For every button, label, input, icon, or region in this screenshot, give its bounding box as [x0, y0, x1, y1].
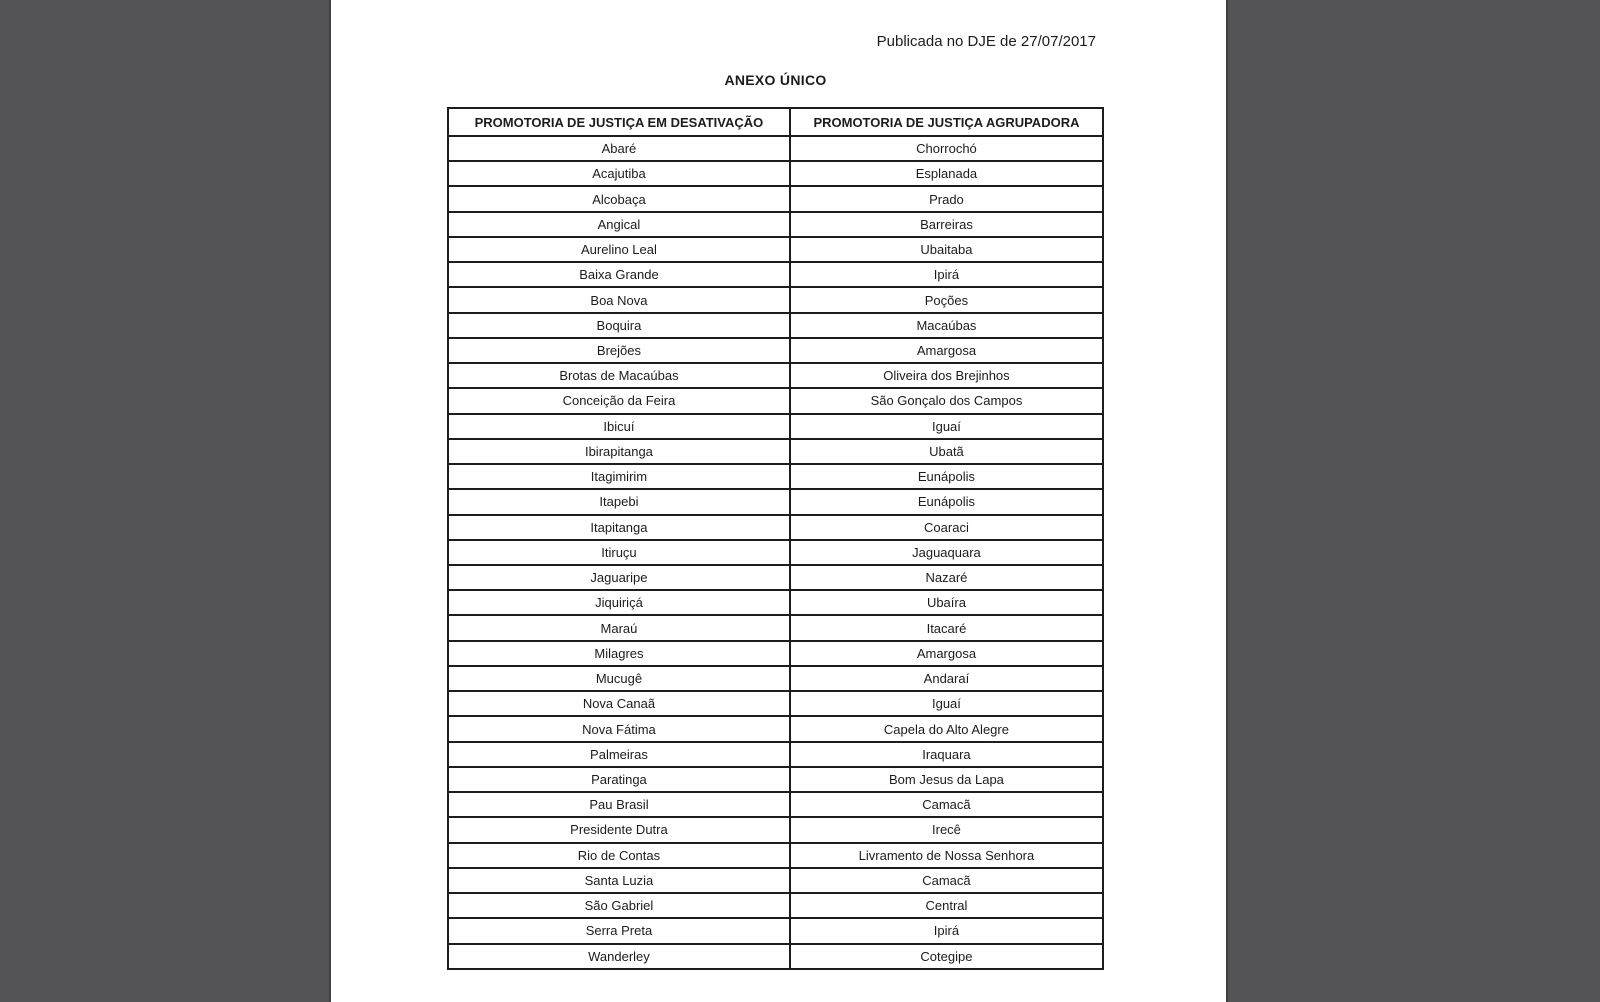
page-title: ANEXO ÚNICO	[724, 72, 827, 88]
cell-desativacao: Presidente Dutra	[448, 817, 790, 842]
table-row	[448, 843, 1103, 868]
cell-desativacao: Paratinga	[448, 767, 790, 792]
table-row	[448, 792, 1103, 817]
cell-desativacao: Alcobaça	[448, 186, 790, 211]
cell-desativacao: Angical	[448, 212, 790, 237]
cell-agrupadora: Eunápolis	[790, 489, 1103, 514]
promotorias-table	[447, 107, 1104, 970]
table-row	[448, 615, 1103, 640]
cell-agrupadora: Camacã	[790, 792, 1103, 817]
cell-agrupadora: Iguaí	[790, 414, 1103, 439]
cell-agrupadora: Irecê	[790, 817, 1103, 842]
table-row	[448, 868, 1103, 893]
table-row	[448, 716, 1103, 741]
cell-agrupadora: Ubaíra	[790, 590, 1103, 615]
cell-agrupadora: Esplanada	[790, 161, 1103, 186]
table-row	[448, 817, 1103, 842]
cell-desativacao: Itapebi	[448, 489, 790, 514]
table-header-row	[448, 108, 1103, 136]
cell-agrupadora: Itacaré	[790, 615, 1103, 640]
cell-desativacao: Acajutiba	[448, 161, 790, 186]
cell-desativacao: Santa Luzia	[448, 868, 790, 893]
table-row	[448, 414, 1103, 439]
table-row	[448, 742, 1103, 767]
cell-agrupadora: Amargosa	[790, 338, 1103, 363]
table-row	[448, 212, 1103, 237]
table-row	[448, 161, 1103, 186]
table-row	[448, 363, 1103, 388]
table-row	[448, 388, 1103, 413]
cell-desativacao: Brotas de Macaúbas	[448, 363, 790, 388]
cell-desativacao: Jiquiriçá	[448, 590, 790, 615]
cell-agrupadora: Capela do Alto Alegre	[790, 716, 1103, 741]
cell-agrupadora: Central	[790, 893, 1103, 918]
cell-agrupadora: Livramento de Nossa Senhora	[790, 843, 1103, 868]
cell-desativacao: Boquira	[448, 313, 790, 338]
cell-agrupadora: Ipirá	[790, 262, 1103, 287]
cell-agrupadora: Chorrochó	[790, 136, 1103, 161]
table-body	[448, 136, 1103, 969]
cell-agrupadora: Oliveira dos Brejinhos	[790, 363, 1103, 388]
table-row	[448, 287, 1103, 312]
cell-agrupadora: Poções	[790, 287, 1103, 312]
cell-desativacao: Milagres	[448, 641, 790, 666]
table-row	[448, 691, 1103, 716]
cell-desativacao: Boa Nova	[448, 287, 790, 312]
table-row	[448, 540, 1103, 565]
table-row	[448, 767, 1103, 792]
cell-desativacao: Ibirapitanga	[448, 439, 790, 464]
table-row	[448, 237, 1103, 262]
cell-desativacao: São Gabriel	[448, 893, 790, 918]
table-row	[448, 489, 1103, 514]
cell-agrupadora: Iraquara	[790, 742, 1103, 767]
cell-desativacao: Aurelino Leal	[448, 237, 790, 262]
cell-desativacao: Itapitanga	[448, 515, 790, 540]
cell-agrupadora: Eunápolis	[790, 464, 1103, 489]
cell-agrupadora: Coaraci	[790, 515, 1103, 540]
cell-desativacao: Nova Fátima	[448, 716, 790, 741]
cell-desativacao: Brejões	[448, 338, 790, 363]
cell-agrupadora: Iguaí	[790, 691, 1103, 716]
table-row	[448, 313, 1103, 338]
cell-desativacao: Pau Brasil	[448, 792, 790, 817]
cell-agrupadora: Prado	[790, 186, 1103, 211]
table-row	[448, 944, 1103, 970]
table-row	[448, 136, 1103, 161]
cell-desativacao: Itagimirim	[448, 464, 790, 489]
table-row	[448, 565, 1103, 590]
cell-desativacao: Mucugê	[448, 666, 790, 691]
column-header-desativacao: PROMOTORIA DE JUSTIÇA EM DESATIVAÇÃO	[448, 108, 790, 136]
cell-agrupadora: Ubatã	[790, 439, 1103, 464]
publication-note: Publicada no DJE de 27/07/2017	[876, 33, 1096, 50]
cell-agrupadora: Jaguaquara	[790, 540, 1103, 565]
cell-desativacao: Rio de Contas	[448, 843, 790, 868]
cell-agrupadora: Barreiras	[790, 212, 1103, 237]
document-page	[329, 0, 1228, 1002]
table-row	[448, 338, 1103, 363]
cell-agrupadora: Ipirá	[790, 918, 1103, 943]
cell-agrupadora: Bom Jesus da Lapa	[790, 767, 1103, 792]
column-header-agrupadora: PROMOTORIA DE JUSTIÇA AGRUPADORA	[790, 108, 1103, 136]
table-row	[448, 893, 1103, 918]
cell-desativacao: Serra Preta	[448, 918, 790, 943]
cell-agrupadora: Macaúbas	[790, 313, 1103, 338]
table-row	[448, 439, 1103, 464]
cell-desativacao: Ibicuí	[448, 414, 790, 439]
cell-desativacao: Jaguaripe	[448, 565, 790, 590]
table-row	[448, 464, 1103, 489]
cell-desativacao: Itiruçu	[448, 540, 790, 565]
table-row	[448, 918, 1103, 943]
cell-desativacao: Maraú	[448, 615, 790, 640]
cell-agrupadora: Amargosa	[790, 641, 1103, 666]
cell-agrupadora: Andaraí	[790, 666, 1103, 691]
table-row	[448, 590, 1103, 615]
cell-agrupadora: Camacã	[790, 868, 1103, 893]
cell-agrupadora: Cotegipe	[790, 944, 1103, 970]
cell-desativacao: Abaré	[448, 136, 790, 161]
cell-agrupadora: Ubaitaba	[790, 237, 1103, 262]
table-row	[448, 641, 1103, 666]
cell-desativacao: Wanderley	[448, 944, 790, 970]
cell-desativacao: Baixa Grande	[448, 262, 790, 287]
cell-desativacao: Conceição da Feira	[448, 388, 790, 413]
table-row	[448, 262, 1103, 287]
cell-desativacao: Palmeiras	[448, 742, 790, 767]
table-row	[448, 515, 1103, 540]
table-row	[448, 666, 1103, 691]
cell-agrupadora: São Gonçalo dos Campos	[790, 388, 1103, 413]
cell-desativacao: Nova Canaã	[448, 691, 790, 716]
cell-agrupadora: Nazaré	[790, 565, 1103, 590]
table-row	[448, 186, 1103, 211]
